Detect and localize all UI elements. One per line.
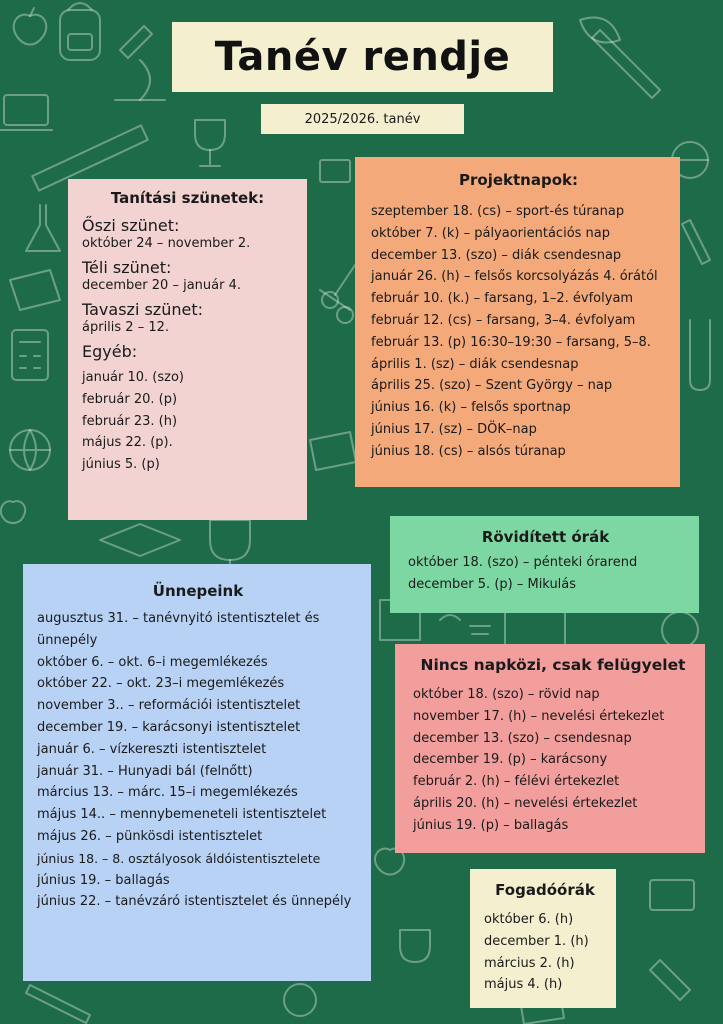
list-item: június 19. (p) – ballagás <box>413 817 569 833</box>
palette-icon <box>662 612 698 648</box>
trophy-icon <box>400 930 430 962</box>
chalkboard-icon <box>505 612 565 646</box>
list-item: október 6. – okt. 6–i megemlékezés <box>37 654 268 670</box>
test-tube-icon <box>690 320 710 390</box>
winter-break-group <box>82 259 293 295</box>
list-item: június 19. – ballagás <box>37 872 170 888</box>
list-item: május 14.. – mennybemeneteli istentisztelet <box>37 807 327 823</box>
list-item: február 2. (h) – félévi értekezlet <box>413 774 620 790</box>
list-item: november 3.. – reformációi istentisztelet <box>37 698 301 714</box>
other-days-group <box>82 343 293 476</box>
spring-break-value: április 2 – 12. <box>82 320 170 335</box>
school-year-label: 2025/2026. tanév <box>304 111 421 127</box>
calculator-icon <box>12 330 48 380</box>
school-breaks-card <box>68 179 307 520</box>
list-item: május 4. (h) <box>484 977 563 993</box>
no-daycare-card <box>395 644 705 853</box>
list-item: február 12. (cs) – farsang, 3–4. évfolyam <box>371 312 636 328</box>
list-item: január 6. – vízkereszti istentisztelet <box>37 741 267 757</box>
list-item: szeptember 18. (cs) – sport-és túranap <box>371 204 625 219</box>
apple-icon <box>1 501 25 523</box>
project-days-title: Projektnapok: <box>459 171 578 189</box>
list-item: április 20. (h) – nevelési értekezlet <box>413 795 638 811</box>
apple-icon <box>14 8 47 45</box>
book-icon <box>10 270 60 310</box>
microscope-icon <box>115 26 165 100</box>
list-item: október 22. – okt. 23–i megemlékezés <box>37 676 285 692</box>
globe-icon <box>10 430 50 470</box>
laptop-icon <box>650 880 694 910</box>
shortened-lessons-title: Rövidített órák <box>481 528 610 546</box>
pencil-icon <box>592 30 660 98</box>
list-item: december 19. (p) – karácsony <box>413 752 608 768</box>
list-item: március 2. (h) <box>484 955 575 971</box>
winter-break-label: Téli szünet: <box>82 258 172 277</box>
list-item: június 17. (sz) – DÖK–nap <box>371 421 537 437</box>
spring-break-label: Tavaszi szünet: <box>82 300 203 319</box>
holidays-title: Ünnepeink <box>152 582 244 600</box>
trophy-icon <box>195 120 225 166</box>
list-item: június 16. (k) – felsős sportnap <box>371 400 571 416</box>
list-item: február 20. (p) <box>82 391 178 407</box>
office-hours-card <box>470 869 616 1008</box>
pencil-icon <box>682 220 710 264</box>
holidays-card <box>23 564 371 981</box>
flask-icon <box>26 205 60 251</box>
autumn-break-label: Őszi szünet: <box>82 216 180 235</box>
list-item: június 5. (p) <box>82 457 160 473</box>
list-item: június 22. – tanévzáró istentisztelet és ünnepély <box>37 894 352 910</box>
autumn-break-group <box>82 217 293 253</box>
list-item: október 7. (k) – pályaorientációs nap <box>371 225 611 241</box>
test-tube-icon <box>650 960 690 1000</box>
list-item: október 18. (szo) – pénteki órarend <box>408 555 638 570</box>
scissors-icon <box>320 265 355 323</box>
list-item: december 1. (h) <box>484 933 589 949</box>
laptop-icon <box>0 95 52 130</box>
list-item: november 17. (h) – nevelési értekezlet <box>413 708 665 724</box>
list-item: december 13. (szo) – csendesnap <box>413 730 632 746</box>
list-item: február 10. (k.) – farsang, 1–2. évfolyam <box>371 291 634 307</box>
list-item: május 26. – pünkösdi istentisztelet <box>37 828 263 844</box>
list-item: június 18. (cs) – alsós túranap <box>371 443 566 459</box>
list-item: február 13. (p) 16:30–19:30 – farsang, 5–8. <box>371 334 651 350</box>
laptop-icon <box>320 160 350 182</box>
list-item: október 18. (szo) – rövid nap <box>413 687 600 702</box>
list-item: április 1. (sz) – diák csendesnap <box>371 356 579 372</box>
list-item: augusztus 31. – tanévnyitó istentisztelet és ünnepély <box>37 611 320 648</box>
list-item: október 6. (h) <box>484 912 574 927</box>
school-breaks-title: Tanítási szünetek: <box>110 189 265 207</box>
other-days-label: Egyéb: <box>82 342 138 361</box>
title-box <box>172 22 553 92</box>
list-item: január 10. (szo) <box>82 370 185 385</box>
list-item: június 18. – 8. osztályosok áldóistentisztelete <box>37 850 321 866</box>
math-formula-icon <box>440 615 490 634</box>
backpack-icon <box>60 3 100 60</box>
shortened-lessons-card <box>390 516 699 613</box>
globe-icon <box>284 984 316 1016</box>
list-item: december 13. (szo) – diák csendesnap <box>371 247 622 263</box>
book-icon <box>310 432 356 470</box>
graduation-cap-icon <box>100 524 180 556</box>
autumn-break-value: október 24 – november 2. <box>82 236 251 251</box>
project-days-card <box>355 157 680 487</box>
office-hours-title: Fogadóórák <box>495 881 595 899</box>
list-item: május 22. (p). <box>82 435 173 451</box>
spring-break-group <box>82 301 293 337</box>
winter-break-value: december 20 – január 4. <box>82 278 241 293</box>
list-item: január 26. (h) – felsős korcsolyázás 4. órától <box>371 269 658 285</box>
subtitle-box <box>261 104 464 134</box>
page-title: Tanév rendje <box>214 34 511 80</box>
no-daycare-title: Nincs napközi, csak felügyelet <box>420 656 686 674</box>
pencil-icon <box>26 985 90 1023</box>
list-item: december 19. – karácsonyi istentisztelet <box>37 719 301 735</box>
list-item: december 5. (p) – Mikulás <box>408 576 577 592</box>
list-item: január 31. – Hunyadi bál (felnőtt) <box>37 763 253 779</box>
list-item: március 13. – márc. 15–i megemlékezés <box>37 785 298 801</box>
list-item: április 25. (szo) – Szent György – nap <box>371 378 613 394</box>
list-item: február 23. (h) <box>82 413 178 429</box>
